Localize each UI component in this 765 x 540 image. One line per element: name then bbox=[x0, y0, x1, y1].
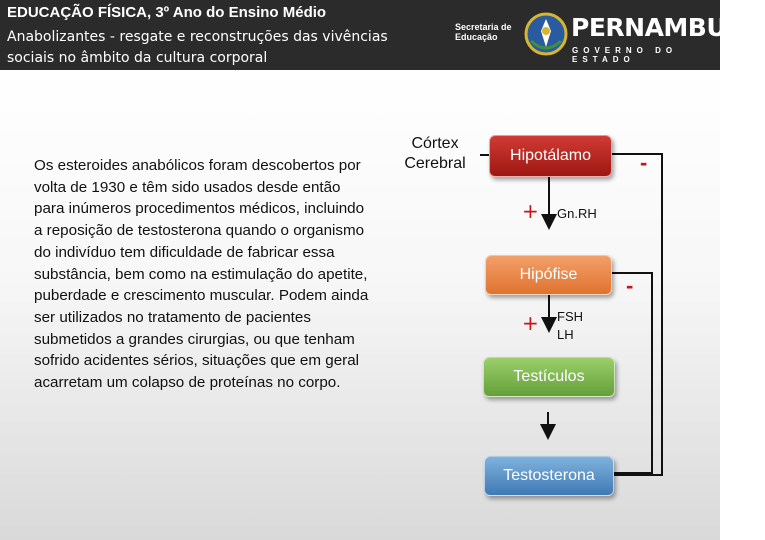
feedback-loop-inner bbox=[612, 273, 652, 473]
hipofise-box: Hipófise bbox=[485, 255, 612, 295]
lh-label: LH bbox=[557, 327, 574, 342]
hipotalamo-box: Hipotálamo bbox=[489, 135, 612, 177]
feedback-loop-outer bbox=[612, 150, 662, 475]
plus-sign-gnrh: + bbox=[522, 199, 539, 223]
testiculos-box: Testículos bbox=[483, 357, 615, 397]
brand-subtitle: GOVERNO DO ESTADO bbox=[572, 46, 678, 64]
plus-sign-fsh-lh: + bbox=[522, 311, 539, 335]
fsh-label: FSH bbox=[557, 309, 583, 324]
minus-sign-hipotalamo: - bbox=[640, 150, 648, 175]
lesson-subtitle: Anabolizantes - resgate e reconstruções das vivências sociais no âmbito da cultura corporal bbox=[7, 29, 388, 66]
secretaria-label: Secretaria de Educação bbox=[455, 22, 512, 42]
brand-name: PERNAMBUCO bbox=[571, 13, 765, 42]
testosterona-box: Testosterona bbox=[484, 456, 614, 496]
gnrh-label: Gn.RH bbox=[557, 206, 597, 221]
cortex-label: Córtex Cerebral bbox=[404, 135, 466, 172]
body-paragraph: Os esteroides anabólicos foram descobertos por volta de 1930 e têm sido usados desde então para inúmeros procedimentos médicos, incluindo a reposição de testosterona quando o organismo do indivíduo tem dificuldade de fabricar essa substância, bem como na estimulação do apetite, puberdade e crescimento muscular. Podem ainda ser utilizados no tratamento de pacientes submetidos a grandes cirurgias, ou que tenham sofrido acidentes sérios, situações que em geral acarretam um colapso de proteínas no corpo. bbox=[34, 157, 369, 392]
minus-sign-hipofise: - bbox=[626, 273, 634, 298]
course-title: EDUCAÇÃO FÍSICA, 3º Ano do Ensino Médio bbox=[7, 4, 327, 21]
